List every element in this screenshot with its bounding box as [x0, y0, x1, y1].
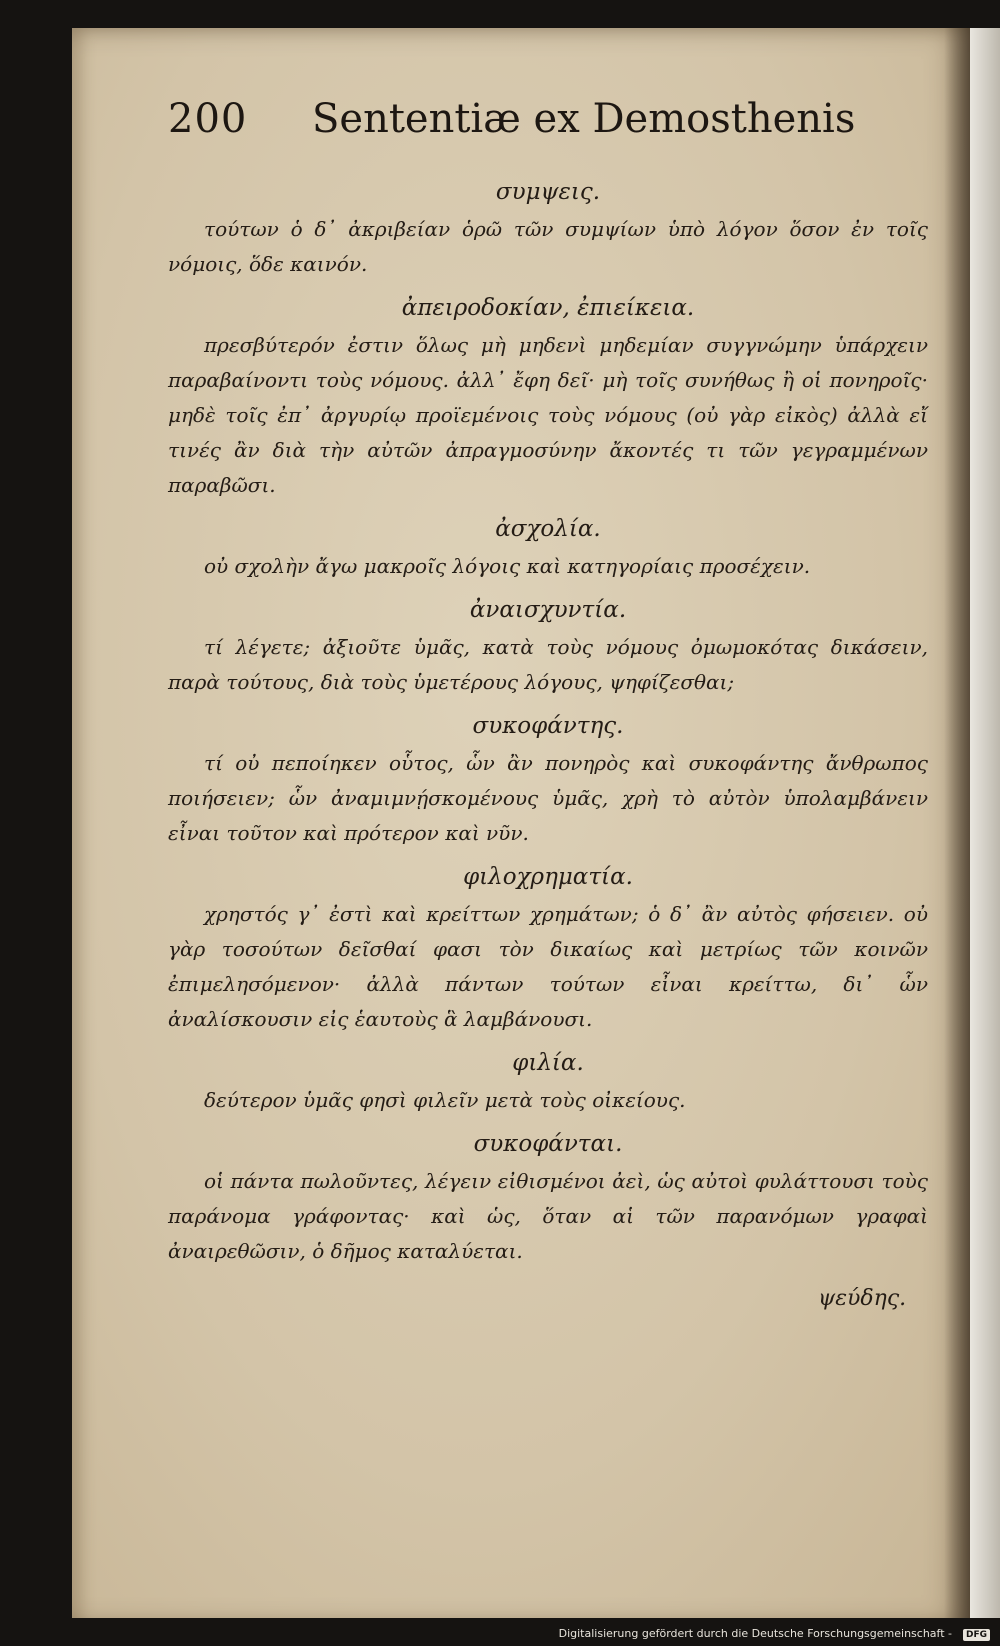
section [168, 292, 928, 503]
section-text: οἱ πάντα πωλοῦντες, λέγειν εἰθισμένοι ἀεὶ, ὡς αὐτοὶ φυλάττουσι τοὺς παράνομα γράφοντας· καὶ ὡς, ὅταν αἱ τῶν παρανόμων γραφαὶ ἀναιρεθῶσιν, ὁ δῆμος καταλύεται. [168, 1169, 928, 1263]
section-text: τί οὐ πεποίηκεν οὗτος, ὧν ἂν πονηρὸς καὶ συκοφάντης ἄνθρωπος ποιήσειεν; ὧν ἀναμιμνῄσκομένους ὑμᾶς, χρὴ τὸ αὐτὸν ὑπολαμβάνειν εἶναι τοῦτον καὶ πρότερον καὶ νῦν. [168, 751, 928, 845]
section [168, 1128, 928, 1269]
section [168, 710, 928, 851]
section [168, 513, 928, 584]
page-header [168, 96, 928, 152]
section-heading: φιλοχρηματία. [463, 864, 633, 890]
section-text: πρεσβύτερόν ἐστιν ὅλως μὴ μηδενὶ μηδεμίαν συγγνώμην ὑπάρχειν παραβαίνοντι τοὺς νόμους. ἀλλ᾽ ἔφη δεῖ· μὴ τοῖς συνήθως ἢ οἱ πονηροῖς· μηδὲ τοῖς ἐπ᾽ ἀργυρίῳ προϊεμένοις τοὺς νόμους (οὐ γὰρ εἰκὸς) ἀλλὰ εἴ τινές ἂν διὰ τὴν αὐτῶν ἀπραγμοσύνην ἄκοντές τι τῶν γεγραμμένων παραβῶσι. [168, 333, 928, 497]
section-heading: συκοφάνται. [473, 1131, 623, 1157]
page-number: 200 [168, 96, 248, 142]
section [168, 1047, 928, 1118]
section-heading: συμψεις. [495, 179, 601, 205]
section-heading: ἀσχολία. [495, 516, 601, 542]
dfg-logo-icon: DFG [963, 1629, 990, 1641]
section [168, 176, 928, 282]
running-head: Sententiæ ex Demosthenis [312, 96, 856, 142]
section-text: χρηστός γ᾽ ἐστὶ καὶ κρείττων χρημάτων; ὁ δ᾽ ἂν αὐτὸς φήσειεν. οὐ γὰρ τοσούτων δεῖσθαί φασι τὸν δικαίως καὶ μετρίως τῶν κοινῶν ἐπιμελησόμενον· ἀλλὰ πάντων τούτων εἶναι κρείττω, δι᾽ ὧν ἀναλίσκουσιν εἰς ἑαυτοὺς ἃ λαμβάνουσι. [168, 902, 928, 1031]
digitization-footer [0, 1618, 1000, 1646]
section-heading: ἀναισχυντία. [469, 597, 627, 623]
footer-credit: Digitalisierung gefördert durch die Deutsche Forschungsgemeinschaft - [558, 1627, 952, 1640]
section-text: τί λέγετε; ἀξιοῦτε ὑμᾶς, κατὰ τοὺς νόμους ὀμωμοκότας δικάσειν, παρὰ τούτους, διὰ τοὺς ὑμετέρους λόγους, ψηφίζεσθαι; [168, 635, 928, 694]
section-text: τούτων ὁ δ᾽ ἀκριβείαν ὁρῶ τῶν συμψίων ὑπὸ λόγον ὅσον ἐν τοῖς νόμοις, ὅδε καινόν. [168, 217, 928, 276]
section [168, 594, 928, 700]
section [168, 861, 928, 1037]
page-body [168, 166, 928, 1269]
section-heading: ἀπειροδοκίαν, ἐπιείκεια. [401, 295, 695, 321]
section-heading: συκοφάντης. [472, 713, 624, 739]
catchword: ψεύδης. [818, 1286, 907, 1311]
section-heading: φιλία. [512, 1050, 584, 1076]
facing-page-edge [970, 28, 1000, 1626]
section-text: οὐ σχολὴν ἄγω μακροῖς λόγοις καὶ κατηγορίαις προσέχειν. [204, 554, 811, 578]
section-text: δεύτερον ὑμᾶς φησὶ φιλεῖν μετὰ τοὺς οἰκείους. [204, 1088, 686, 1112]
page-gutter-shadow [944, 28, 970, 1626]
